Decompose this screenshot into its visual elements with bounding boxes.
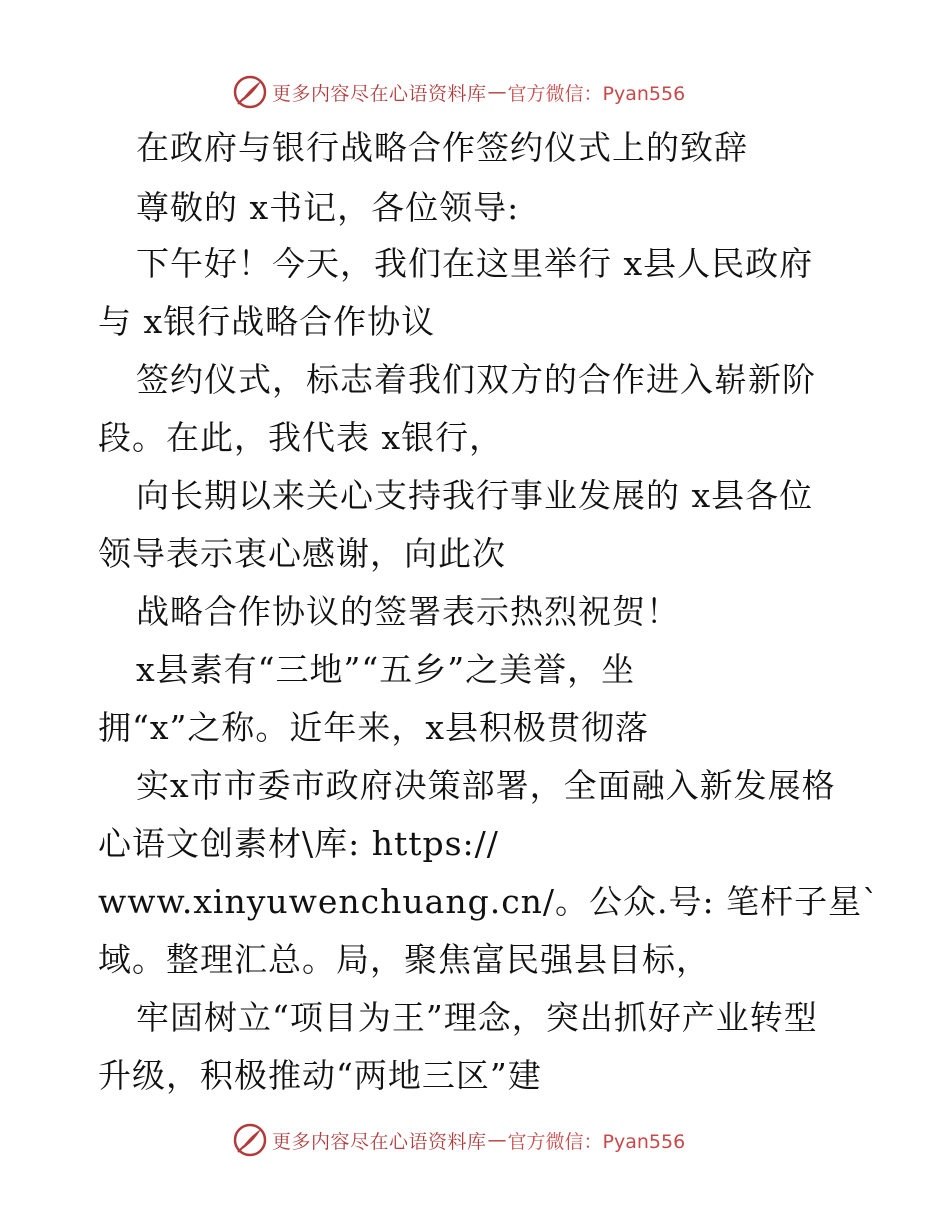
body-line: 领导表示衷心感谢，向此次 — [98, 534, 506, 573]
body-line: 下午好！今天，我们在这里举行 x县人民政府 — [136, 244, 814, 283]
body-line: 向长期以来关心支持我行事业发展的 x县各位 — [136, 476, 814, 515]
banner-official-account: 官方微信：Pyan556 — [507, 82, 686, 105]
body-line: 签约仪式，标志着我们双方的合作进入崭新阶 — [136, 360, 816, 399]
salutation: 尊敬的 x书记，各位领导: — [136, 188, 520, 227]
quill-pen-logo-icon — [232, 1122, 268, 1158]
body-line: 域。整理汇总。局，聚焦富民强县目标， — [98, 940, 710, 979]
body-line: x县素有“三地”“五乡”之美誉，坐 — [136, 650, 636, 689]
banner-text: 更多内容尽在心语资料库 — [272, 1130, 487, 1153]
body-line: 与 x银行战略合作协议 — [98, 302, 436, 341]
body-line: 拥“x”之称。近年来，x县积极贯彻落 — [98, 708, 649, 747]
banner-separator: — — [487, 81, 507, 103]
body-line: 心语文创素材\库: https:// — [98, 824, 499, 863]
body-line: 牢固树立“项目为王”理念，突出抓好产业转型 — [136, 998, 818, 1037]
banner-separator: — — [487, 1129, 507, 1151]
body-line: 实x市市委市政府决策部署，全面融入新发展格 — [136, 766, 836, 805]
banner-official-account: 官方微信：Pyan556 — [507, 1130, 686, 1153]
body-line: www.xinyuwenchuang.cn/。公众.号: 笔杆子星` — [98, 882, 880, 921]
body-line: 段。在此，我代表 x银行， — [98, 418, 504, 457]
banner-text: 更多内容尽在心语资料库 — [272, 82, 487, 105]
header-banner — [232, 72, 685, 112]
document-title: 在政府与银行战略合作签约仪式上的致辞 — [136, 128, 748, 167]
quill-pen-logo-icon — [232, 74, 268, 110]
body-line: 战略合作协议的签署表示热烈祝贺！ — [136, 592, 680, 631]
footer-banner — [232, 1120, 685, 1160]
body-line: 升级，积极推动“两地三区”建 — [98, 1056, 542, 1095]
